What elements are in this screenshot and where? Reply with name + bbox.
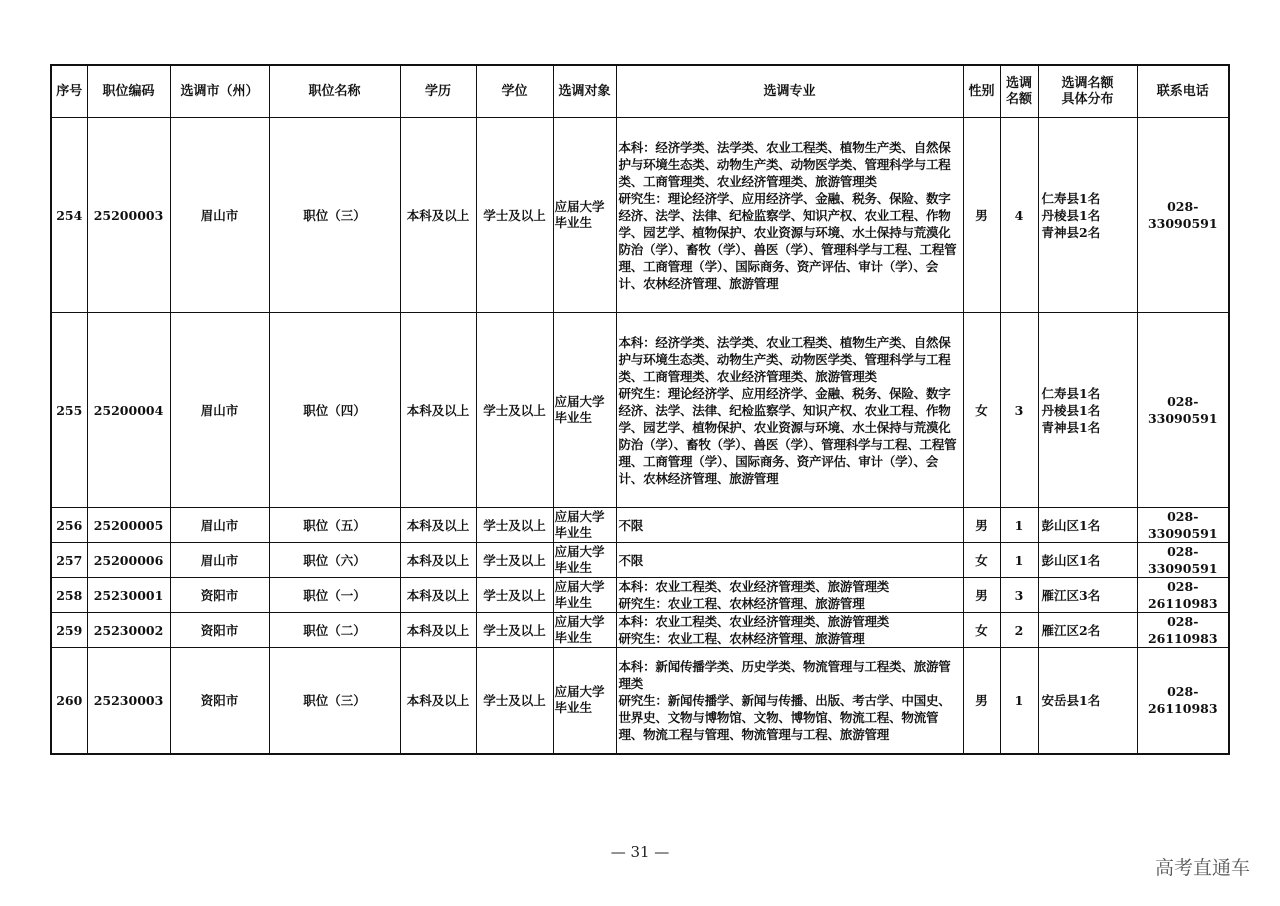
target-cell: 应届大学毕业生 bbox=[553, 313, 616, 508]
quota-cell: 1 bbox=[1000, 508, 1038, 543]
phone-cell: 028-33090591 bbox=[1137, 313, 1229, 508]
watermark: 高考直通车 bbox=[1154, 857, 1250, 879]
phone-cell: 028-33090591 bbox=[1137, 543, 1229, 578]
header-code: 职位编码 bbox=[87, 65, 170, 118]
table-row bbox=[51, 613, 1229, 648]
major-cell: 本科：新闻传播学类、历史学类、物流管理与工程类、旅游管理类 研究生：新闻传播学、新闻与传播、出版、考古学、中国史、世界史、文物与博物馆、文物、博物馆、物流工程、物流管理、物流工程与管理、物流管理与工程、旅游管理 bbox=[616, 648, 963, 754]
education-cell: 本科及以上 bbox=[400, 578, 476, 613]
title-cell: 职位（三） bbox=[269, 648, 400, 754]
major-cell: 本科：农业工程类、农业经济管理类、旅游管理类 研究生：农业工程、农林经济管理、旅游管理 bbox=[616, 578, 963, 613]
seq-cell: 260 bbox=[51, 648, 87, 754]
city-cell: 资阳市 bbox=[170, 578, 269, 613]
table-row bbox=[51, 313, 1229, 508]
quota-cell: 1 bbox=[1000, 648, 1038, 754]
education-cell: 本科及以上 bbox=[400, 648, 476, 754]
distribution-cell: 彭山区1名 bbox=[1038, 543, 1137, 578]
city-cell: 眉山市 bbox=[170, 313, 269, 508]
degree-cell: 学士及以上 bbox=[476, 508, 553, 543]
gender-cell: 男 bbox=[963, 508, 1000, 543]
major-cell: 不限 bbox=[616, 508, 963, 543]
seq-cell: 254 bbox=[51, 118, 87, 313]
table-row bbox=[51, 118, 1229, 313]
degree-cell: 学士及以上 bbox=[476, 613, 553, 648]
table-body bbox=[51, 118, 1229, 754]
education-cell: 本科及以上 bbox=[400, 613, 476, 648]
title-cell: 职位（三） bbox=[269, 118, 400, 313]
education-cell: 本科及以上 bbox=[400, 313, 476, 508]
gender-cell: 女 bbox=[963, 543, 1000, 578]
code-cell: 25230002 bbox=[87, 613, 170, 648]
code-cell: 25230003 bbox=[87, 648, 170, 754]
page-number: — 31 — bbox=[610, 843, 670, 861]
degree-cell: 学士及以上 bbox=[476, 578, 553, 613]
target-cell: 应届大学毕业生 bbox=[553, 118, 616, 313]
seq-cell: 257 bbox=[51, 543, 87, 578]
code-cell: 25200004 bbox=[87, 313, 170, 508]
code-cell: 25200003 bbox=[87, 118, 170, 313]
quota-cell: 2 bbox=[1000, 613, 1038, 648]
header-phone: 联系电话 bbox=[1137, 65, 1229, 118]
header-quota: 选调 名额 bbox=[1000, 65, 1038, 118]
city-cell: 眉山市 bbox=[170, 543, 269, 578]
degree-cell: 学士及以上 bbox=[476, 118, 553, 313]
table-row bbox=[51, 648, 1229, 754]
phone-cell: 028-33090591 bbox=[1137, 508, 1229, 543]
distribution-cell: 仁寿县1名 丹棱县1名 青神县1名 bbox=[1038, 313, 1137, 508]
major-cell: 本科：农业工程类、农业经济管理类、旅游管理类 研究生：农业工程、农林经济管理、旅游管理 bbox=[616, 613, 963, 648]
city-cell: 眉山市 bbox=[170, 118, 269, 313]
quota-cell: 4 bbox=[1000, 118, 1038, 313]
gender-cell: 男 bbox=[963, 118, 1000, 313]
distribution-cell: 仁寿县1名 丹棱县1名 青神县2名 bbox=[1038, 118, 1137, 313]
degree-cell: 学士及以上 bbox=[476, 313, 553, 508]
seq-cell: 256 bbox=[51, 508, 87, 543]
target-cell: 应届大学毕业生 bbox=[553, 578, 616, 613]
education-cell: 本科及以上 bbox=[400, 543, 476, 578]
city-cell: 资阳市 bbox=[170, 613, 269, 648]
education-cell: 本科及以上 bbox=[400, 118, 476, 313]
degree-cell: 学士及以上 bbox=[476, 543, 553, 578]
code-cell: 25230001 bbox=[87, 578, 170, 613]
header-city: 选调市（州） bbox=[170, 65, 269, 118]
major-cell: 不限 bbox=[616, 543, 963, 578]
distribution-cell: 雁江区3名 bbox=[1038, 578, 1137, 613]
code-cell: 25200006 bbox=[87, 543, 170, 578]
code-cell: 25200005 bbox=[87, 508, 170, 543]
header-gender: 性别 bbox=[963, 65, 1000, 118]
phone-cell: 028-33090591 bbox=[1137, 118, 1229, 313]
table-row bbox=[51, 543, 1229, 578]
degree-cell: 学士及以上 bbox=[476, 648, 553, 754]
education-cell: 本科及以上 bbox=[400, 508, 476, 543]
title-cell: 职位（二） bbox=[269, 613, 400, 648]
quota-cell: 1 bbox=[1000, 543, 1038, 578]
table-row bbox=[51, 578, 1229, 613]
gender-cell: 女 bbox=[963, 613, 1000, 648]
quota-cell: 3 bbox=[1000, 578, 1038, 613]
target-cell: 应届大学毕业生 bbox=[553, 648, 616, 754]
seq-cell: 255 bbox=[51, 313, 87, 508]
gender-cell: 男 bbox=[963, 648, 1000, 754]
city-cell: 眉山市 bbox=[170, 508, 269, 543]
header-degree: 学位 bbox=[476, 65, 553, 118]
quota-cell: 3 bbox=[1000, 313, 1038, 508]
header-title: 职位名称 bbox=[269, 65, 400, 118]
table-header-row bbox=[51, 65, 1229, 118]
header-education: 学历 bbox=[400, 65, 476, 118]
gender-cell: 女 bbox=[963, 313, 1000, 508]
major-cell: 本科：经济学类、法学类、农业工程类、植物生产类、自然保护与环境生态类、动物生产类、动物医学类、管理科学与工程类、工商管理类、农业经济管理类、旅游管理类 研究生：理论经济学、应用经济学、金融、税务、保险、数字经济、法学、法律、纪检监察学、知识产权、农业工程、作物学、园艺学、植物保护、农业资源与环境、水土保持与荒漠化防治（学）、畜牧（学）、兽医（学）、管理科学与工程、工程管理、工商管理（学）、国际商务、资产评估、审计（学）、会计、农林经济管理、旅游管理 bbox=[616, 313, 963, 508]
table-row bbox=[51, 508, 1229, 543]
title-cell: 职位（五） bbox=[269, 508, 400, 543]
target-cell: 应届大学毕业生 bbox=[553, 613, 616, 648]
city-cell: 资阳市 bbox=[170, 648, 269, 754]
target-cell: 应届大学毕业生 bbox=[553, 543, 616, 578]
target-cell: 应届大学毕业生 bbox=[553, 508, 616, 543]
gender-cell: 男 bbox=[963, 578, 1000, 613]
phone-cell: 028-26110983 bbox=[1137, 648, 1229, 754]
title-cell: 职位（四） bbox=[269, 313, 400, 508]
seq-cell: 259 bbox=[51, 613, 87, 648]
title-cell: 职位（六） bbox=[269, 543, 400, 578]
positions-table bbox=[50, 64, 1230, 755]
distribution-cell: 安岳县1名 bbox=[1038, 648, 1137, 754]
phone-cell: 028-26110983 bbox=[1137, 578, 1229, 613]
phone-cell: 028-26110983 bbox=[1137, 613, 1229, 648]
distribution-cell: 雁江区2名 bbox=[1038, 613, 1137, 648]
header-seq: 序号 bbox=[51, 65, 87, 118]
seq-cell: 258 bbox=[51, 578, 87, 613]
distribution-cell: 彭山区1名 bbox=[1038, 508, 1137, 543]
title-cell: 职位（一） bbox=[269, 578, 400, 613]
major-cell: 本科：经济学类、法学类、农业工程类、植物生产类、自然保护与环境生态类、动物生产类、动物医学类、管理科学与工程类、工商管理类、农业经济管理类、旅游管理类 研究生：理论经济学、应用经济学、金融、税务、保险、数字经济、法学、法律、纪检监察学、知识产权、农业工程、作物学、园艺学、植物保护、农业资源与环境、水土保持与荒漠化防治（学）、畜牧（学）、兽医（学）、管理科学与工程、工程管理、工商管理（学）、国际商务、资产评估、审计（学）、会计、农林经济管理、旅游管理 bbox=[616, 118, 963, 313]
header-target: 选调对象 bbox=[553, 65, 616, 118]
header-major: 选调专业 bbox=[616, 65, 963, 118]
header-distribution: 选调名额 具体分布 bbox=[1038, 65, 1137, 118]
